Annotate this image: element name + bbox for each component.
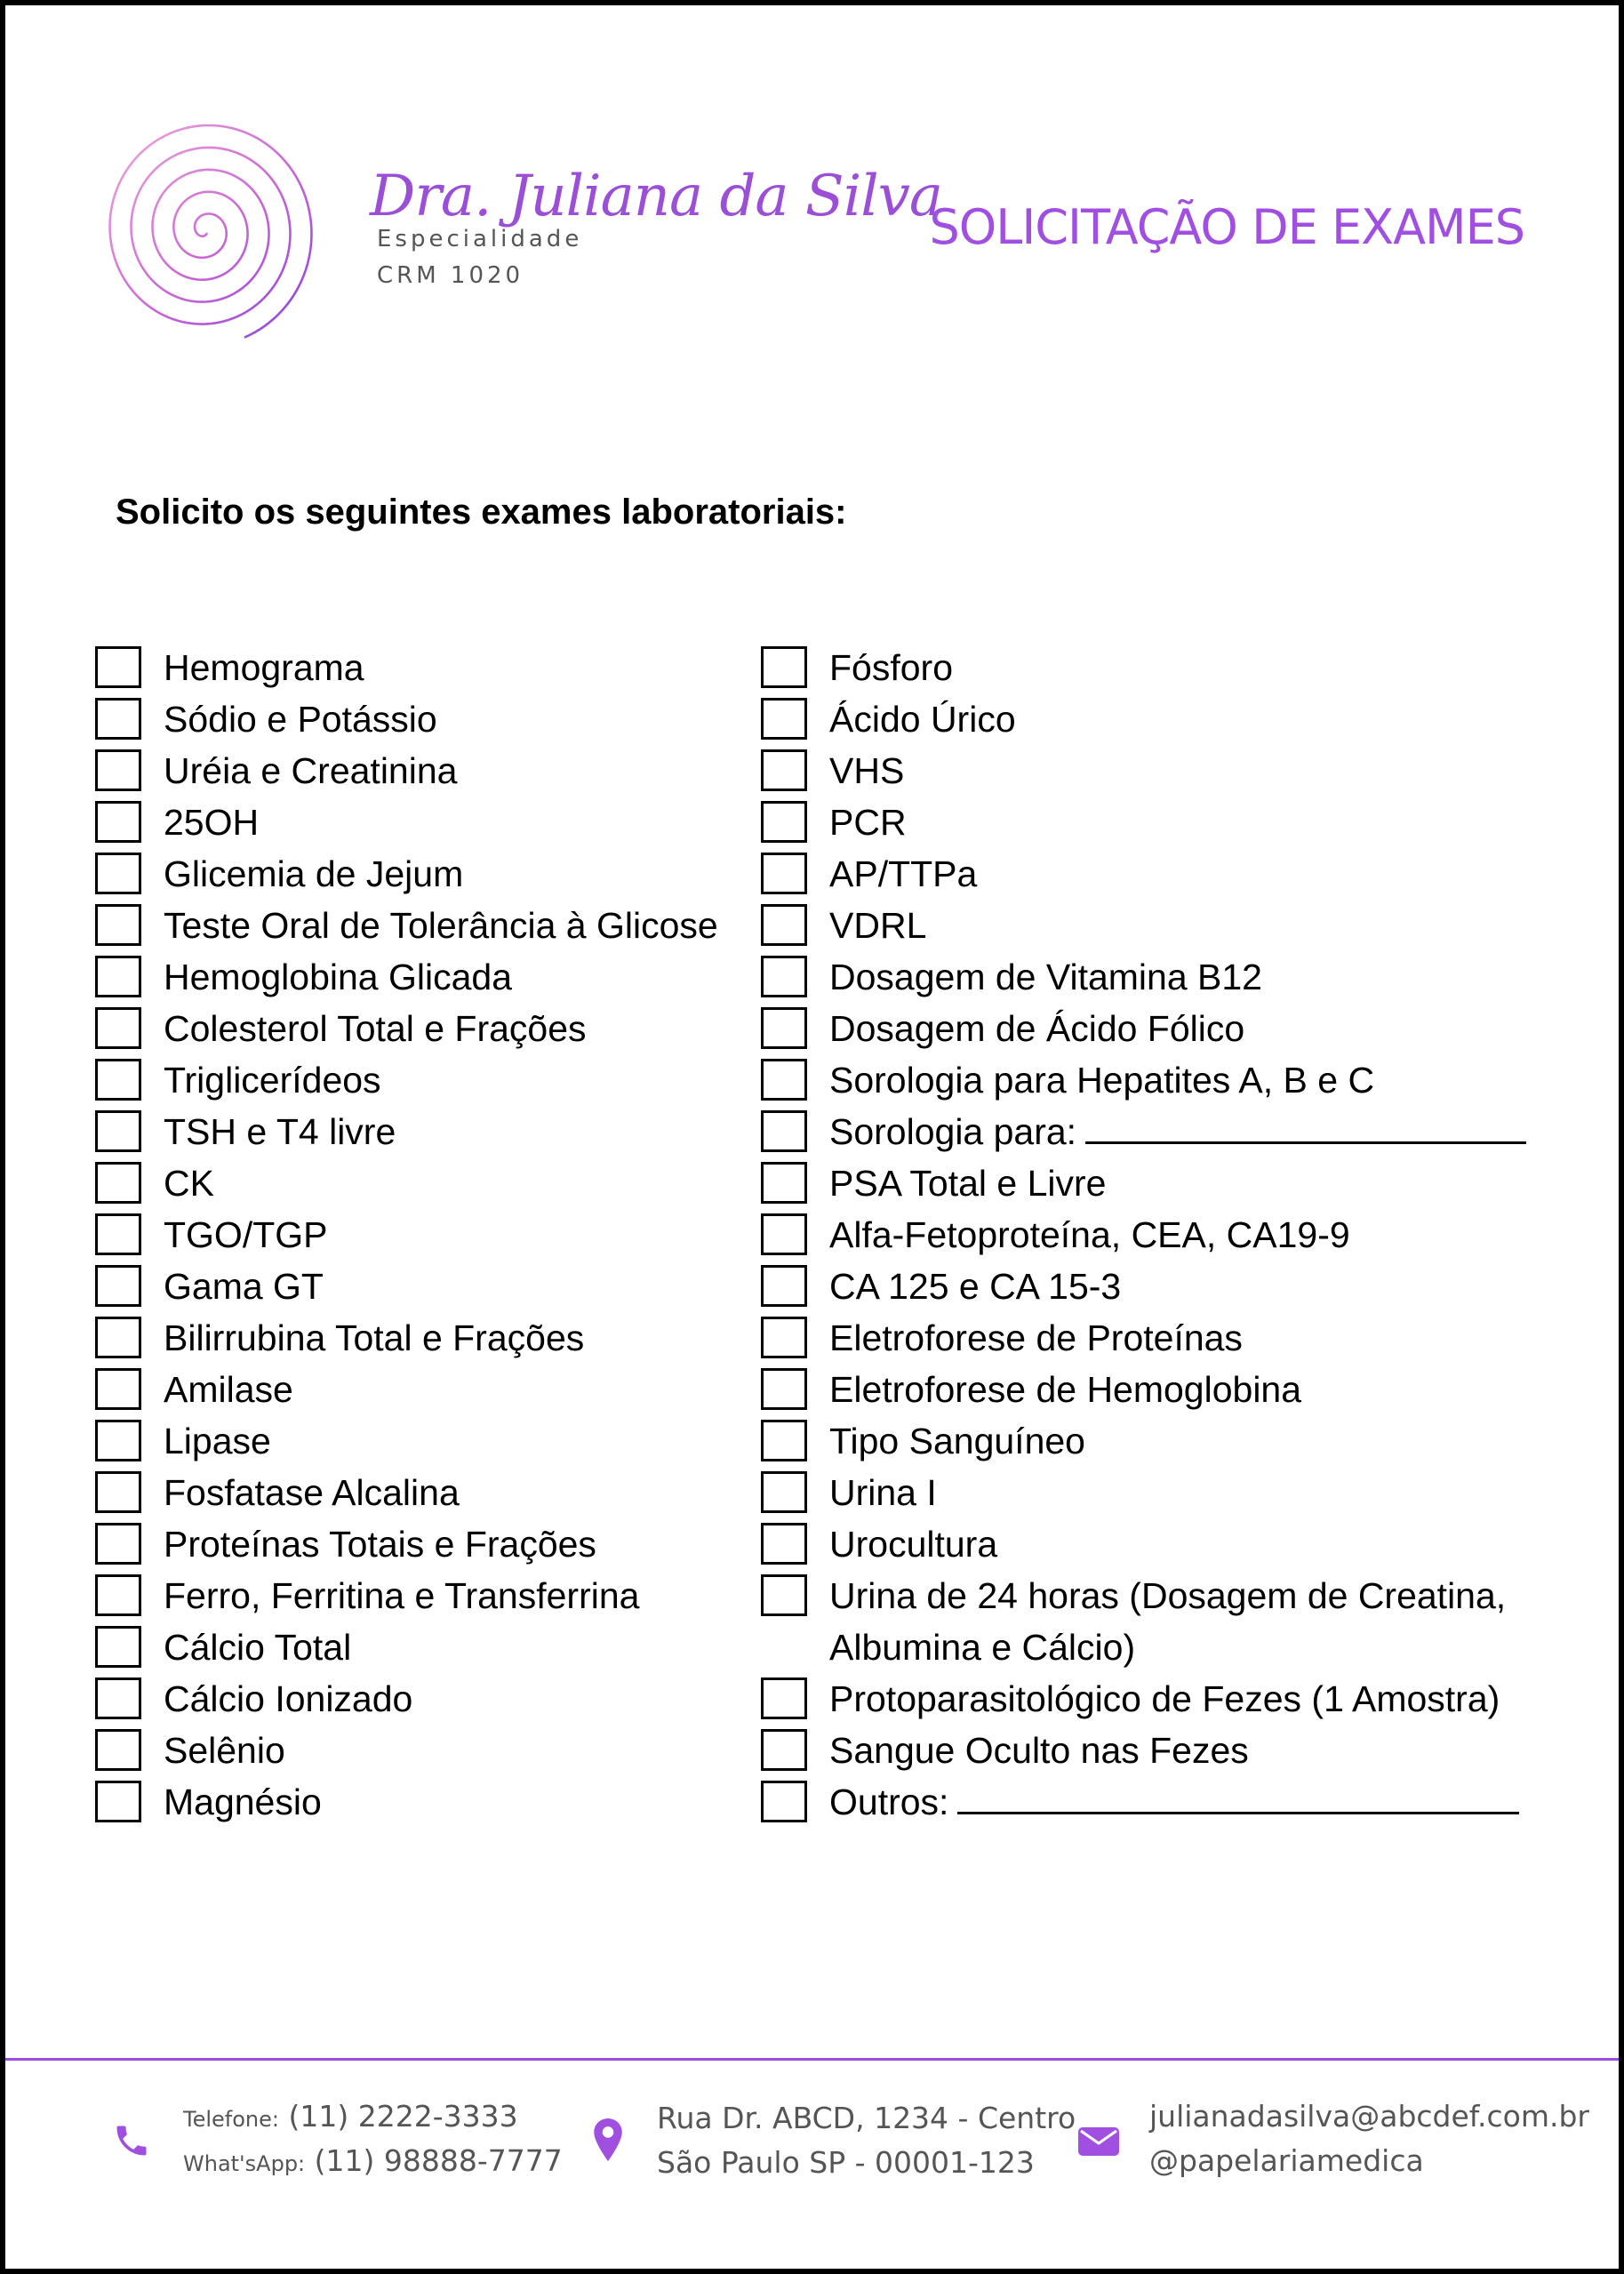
exam-label: Hemoglobina Glicada bbox=[164, 957, 513, 997]
envelope-icon bbox=[1077, 2126, 1120, 2157]
exam-checkbox[interactable] bbox=[95, 1471, 141, 1513]
exam-label: Cálcio Ionizado bbox=[164, 1678, 413, 1719]
others-label: Outros: bbox=[829, 1782, 949, 1822]
spiral-logo-icon bbox=[94, 114, 316, 347]
exam-label: Eletroforese de Hemoglobina bbox=[829, 1369, 1302, 1410]
exam-checkbox[interactable] bbox=[761, 646, 807, 688]
exam-label: Ácido Úrico bbox=[829, 699, 1016, 740]
exam-item bbox=[95, 1364, 744, 1415]
whatsapp-line bbox=[183, 2143, 563, 2178]
exam-label: Colesterol Total e Frações bbox=[164, 1008, 587, 1049]
exam-label: 25OH bbox=[164, 802, 260, 843]
exam-item bbox=[95, 693, 744, 745]
phone-icon bbox=[112, 2121, 151, 2160]
exam-checkbox[interactable] bbox=[95, 801, 141, 843]
exam-checkbox[interactable] bbox=[95, 1213, 141, 1255]
exam-checkbox[interactable] bbox=[761, 1162, 807, 1204]
exam-label: CK bbox=[164, 1163, 214, 1204]
exam-item bbox=[95, 1725, 744, 1776]
exam-item bbox=[95, 848, 744, 900]
exam-item bbox=[761, 900, 1543, 951]
exam-item bbox=[761, 1518, 1543, 1570]
exam-label: Protoparasitológico de Fezes (1 Amostra) bbox=[829, 1678, 1500, 1719]
exam-label: Urina de 24 horas (Dosagem de Creatina, Albumina e Cálcio) bbox=[829, 1575, 1507, 1668]
exam-checkbox[interactable] bbox=[761, 956, 807, 997]
exam-item bbox=[761, 1054, 1543, 1106]
exam-checkbox[interactable] bbox=[95, 1523, 141, 1565]
exam-checkbox[interactable] bbox=[761, 698, 807, 740]
exam-label bbox=[829, 1106, 1526, 1157]
exam-checkbox[interactable] bbox=[95, 853, 141, 894]
exam-checkbox[interactable] bbox=[761, 853, 807, 894]
exam-checkbox[interactable] bbox=[95, 1007, 141, 1049]
exam-item bbox=[95, 1673, 744, 1725]
exam-item bbox=[95, 900, 744, 951]
exam-item bbox=[761, 1106, 1543, 1157]
address-line-1: Rua Dr. ABCD, 1234 - Centro bbox=[657, 2101, 1076, 2135]
doctor-name: Dra. Juliana da Silva bbox=[370, 164, 942, 229]
exam-checkbox[interactable] bbox=[95, 1626, 141, 1668]
exam-label: Sangue Oculto nas Fezes bbox=[829, 1730, 1249, 1771]
intro-heading: Solicito os seguintes exames laboratoriais: bbox=[116, 492, 847, 532]
phone-label: Telefone: bbox=[183, 2107, 279, 2132]
location-pin-icon bbox=[592, 2117, 624, 2163]
exam-label: VDRL bbox=[829, 905, 927, 946]
exam-label: Magnésio bbox=[164, 1782, 322, 1822]
email-address[interactable]: julianadasilva@abcdef.com.br bbox=[1149, 2099, 1589, 2134]
exam-item bbox=[761, 745, 1543, 797]
exam-label: Bilirrubina Total e Frações bbox=[164, 1317, 585, 1358]
phone-line bbox=[183, 2099, 518, 2134]
exam-item bbox=[761, 797, 1543, 848]
exam-checkbox[interactable] bbox=[95, 1677, 141, 1719]
exam-checkbox[interactable] bbox=[95, 1317, 141, 1358]
exam-label: Lipase bbox=[164, 1421, 271, 1461]
serology-blank-line[interactable] bbox=[1085, 1113, 1526, 1144]
exam-label: Hemograma bbox=[164, 647, 364, 688]
exam-item bbox=[761, 1312, 1543, 1364]
exam-checkbox[interactable] bbox=[95, 1574, 141, 1616]
exam-label: TSH e T4 livre bbox=[164, 1111, 396, 1152]
exam-item bbox=[95, 1312, 744, 1364]
exam-label bbox=[829, 1776, 1519, 1828]
exam-checkbox[interactable] bbox=[761, 1265, 807, 1307]
exam-item bbox=[761, 1776, 1543, 1828]
exam-checkbox[interactable] bbox=[761, 1420, 807, 1461]
exam-label: TGO/TGP bbox=[164, 1214, 328, 1255]
exam-label: CA 125 e CA 15-3 bbox=[829, 1266, 1122, 1307]
exam-checkbox[interactable] bbox=[95, 1162, 141, 1204]
exam-checkbox[interactable] bbox=[95, 1059, 141, 1101]
exam-item bbox=[95, 1003, 744, 1054]
exam-checkbox[interactable] bbox=[761, 801, 807, 843]
exam-checkbox[interactable] bbox=[95, 1781, 141, 1822]
exam-checkbox[interactable] bbox=[95, 1420, 141, 1461]
phone-number[interactable]: (11) 2222-3333 bbox=[288, 2099, 518, 2134]
exam-label: Alfa-Fetoproteína, CEA, CA19-9 bbox=[829, 1214, 1350, 1255]
exam-label: Fósforo bbox=[829, 647, 953, 688]
exam-checkbox[interactable] bbox=[95, 1729, 141, 1771]
exam-label: PCR bbox=[829, 802, 907, 843]
exam-checkbox[interactable] bbox=[761, 1059, 807, 1101]
exam-item bbox=[761, 1570, 1543, 1673]
exam-label: Teste Oral de Tolerância à Glicose bbox=[164, 905, 718, 946]
exam-item bbox=[761, 1364, 1543, 1415]
exam-checkbox[interactable] bbox=[761, 749, 807, 791]
exam-label: Ferro, Ferritina e Transferrina bbox=[164, 1575, 640, 1616]
exam-item bbox=[95, 1106, 744, 1157]
exam-label: Fosfatase Alcalina bbox=[164, 1472, 460, 1513]
exam-label: Glicemia de Jejum bbox=[164, 853, 464, 894]
exam-checkbox[interactable] bbox=[95, 698, 141, 740]
exam-label: Triglicerídeos bbox=[164, 1060, 381, 1101]
exam-item bbox=[761, 1415, 1543, 1467]
exam-checkbox[interactable] bbox=[761, 1213, 807, 1255]
serology-label: Sorologia para: bbox=[829, 1111, 1077, 1152]
exam-checkbox[interactable] bbox=[95, 1368, 141, 1410]
whatsapp-number[interactable]: (11) 98888-7777 bbox=[314, 2143, 563, 2178]
exam-item bbox=[761, 1467, 1543, 1518]
exam-checkbox[interactable] bbox=[761, 1523, 807, 1565]
page-title: SOLICITAÇÃO DE EXAMES bbox=[929, 199, 1524, 255]
exam-label: Uréia e Creatinina bbox=[164, 750, 458, 791]
exam-checkbox[interactable] bbox=[95, 1265, 141, 1307]
exam-label: Urina I bbox=[829, 1472, 937, 1513]
exam-checkbox[interactable] bbox=[761, 1368, 807, 1410]
whatsapp-label: What'sApp: bbox=[183, 2151, 306, 2176]
exam-label: Urocultura bbox=[829, 1524, 998, 1565]
exam-item bbox=[761, 1003, 1543, 1054]
footer-divider bbox=[5, 2058, 1619, 2061]
exam-label: Sorologia para Hepatites A, B e C bbox=[829, 1060, 1375, 1101]
exam-label: Amilase bbox=[164, 1369, 293, 1410]
exam-item bbox=[761, 693, 1543, 745]
exam-label: Sódio e Potássio bbox=[164, 699, 437, 740]
exam-label: Eletroforese de Proteínas bbox=[829, 1317, 1243, 1358]
exam-item bbox=[95, 1157, 744, 1209]
others-blank-line[interactable] bbox=[957, 1783, 1519, 1814]
exam-label: VHS bbox=[829, 750, 905, 791]
exam-item bbox=[95, 1209, 744, 1261]
exam-checkbox[interactable] bbox=[761, 1677, 807, 1719]
exam-label: Tipo Sanguíneo bbox=[829, 1421, 1085, 1461]
exam-label: Gama GT bbox=[164, 1266, 324, 1307]
exam-item bbox=[95, 1467, 744, 1518]
exam-item bbox=[95, 1415, 744, 1467]
exam-item bbox=[761, 1157, 1543, 1209]
exam-checkbox[interactable] bbox=[761, 1007, 807, 1049]
exam-checkbox[interactable] bbox=[95, 646, 141, 688]
exam-item bbox=[95, 1261, 744, 1312]
exam-checkbox[interactable] bbox=[95, 749, 141, 791]
doctor-crm: CRM 1020 bbox=[377, 262, 524, 289]
exam-item bbox=[761, 1209, 1543, 1261]
exam-label: Selênio bbox=[164, 1730, 285, 1771]
exam-item bbox=[95, 1570, 744, 1621]
exam-label: Proteínas Totais e Frações bbox=[164, 1524, 596, 1565]
exam-checkbox[interactable] bbox=[95, 956, 141, 997]
exam-item bbox=[95, 642, 744, 693]
doctor-specialty: Especialidade bbox=[377, 226, 583, 252]
exam-item bbox=[761, 1261, 1543, 1312]
exam-item bbox=[761, 848, 1543, 900]
exam-checkbox[interactable] bbox=[761, 1471, 807, 1513]
exam-list-left bbox=[95, 642, 744, 1828]
exam-checkbox[interactable] bbox=[95, 1110, 141, 1152]
exam-label: Dosagem de Ácido Fólico bbox=[829, 1008, 1245, 1049]
social-handle[interactable]: @papelariamedica bbox=[1149, 2143, 1424, 2178]
exam-item bbox=[95, 1054, 744, 1106]
exam-list-right bbox=[761, 642, 1543, 1828]
exam-item bbox=[95, 1621, 744, 1673]
exam-label: AP/TTPa bbox=[829, 853, 978, 894]
exam-checkbox[interactable] bbox=[761, 1574, 807, 1616]
exam-checkbox[interactable] bbox=[761, 1317, 807, 1358]
exam-item bbox=[95, 1776, 744, 1828]
exam-label: PSA Total e Livre bbox=[829, 1163, 1107, 1204]
exam-checkbox[interactable] bbox=[761, 1729, 807, 1771]
exam-checkbox[interactable] bbox=[761, 904, 807, 946]
exam-checkbox[interactable] bbox=[95, 904, 141, 946]
exam-item bbox=[95, 797, 744, 848]
exam-checkbox[interactable] bbox=[761, 1110, 807, 1152]
exam-item bbox=[761, 951, 1543, 1003]
exam-item bbox=[95, 1518, 744, 1570]
exam-item bbox=[761, 1673, 1543, 1725]
exam-label: Cálcio Total bbox=[164, 1627, 352, 1668]
exam-item bbox=[95, 951, 744, 1003]
exam-checkbox[interactable] bbox=[761, 1781, 807, 1822]
exam-label: Dosagem de Vitamina B12 bbox=[829, 957, 1262, 997]
address-line-2: São Paulo SP - 00001-123 bbox=[657, 2145, 1035, 2180]
exam-item bbox=[95, 745, 744, 797]
exam-item bbox=[761, 1725, 1543, 1776]
exam-item bbox=[761, 642, 1543, 693]
